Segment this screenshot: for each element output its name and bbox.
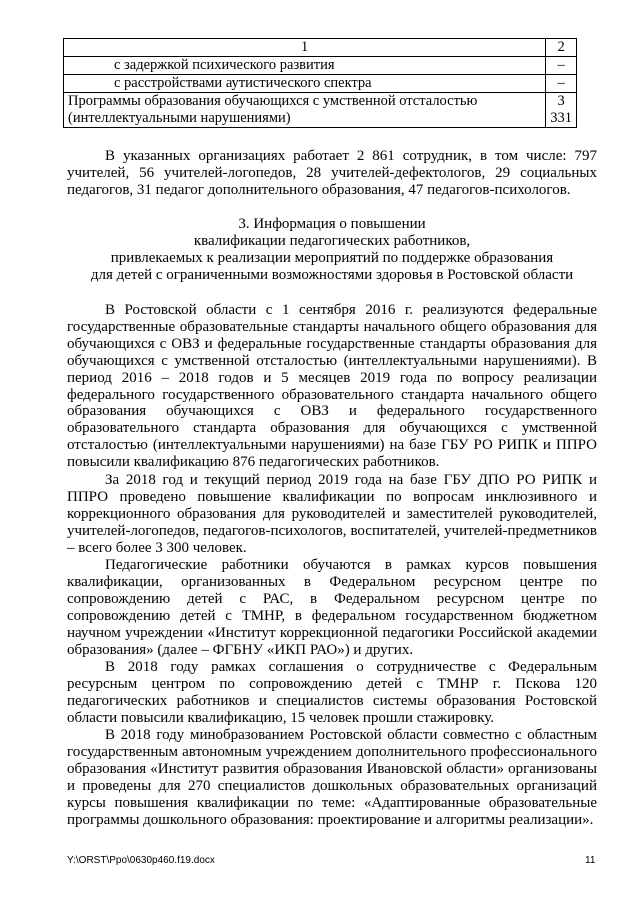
table-row xyxy=(64,75,577,93)
body-paragraph: В Ростовской области с 1 сентября 2016 г. реализуются федеральные государственные образовательные стандарты начального общего образования для обучающихся с ОВЗ и федеральные государственные стандарты образования для обучающихся с умственной отсталостью (интеллектуальными нарушениями). В период 2016 – 2018 годов и 5 месяцев 2019 года по вопросу реализации федерального государственного образовательного стандарта начального общего образования обучающихся с ОВЗ и федерального государственного образовательного стандарта образования для обучающихся с умственной отсталостью (интеллектуальными нарушениями) на базе ГБУ РО РИПК и ППРО повысили квалификацию 876 педагогических работников. xyxy=(67,302,597,471)
table-cell-label: с расстройствами аутистического спектра xyxy=(64,75,546,93)
footer-page-number: 11 xyxy=(585,855,596,866)
body-paragraph: В 2018 году минобразованием Ростовской области совместно с областным государственным автономным учреждением дополнительного профессионального образования «Институт развития образования Ивановской области» организованы и проведены для 270 специалистов дошкольных образовательных организаций курсы повышения квалификации по теме: «Адаптированные образовательные программы дошкольного образования: проектирование и алгоритмы реализации». xyxy=(67,727,597,828)
table-header-row xyxy=(64,39,577,57)
section-heading-line: для детей с ограниченными возможностями здоровья в Ростовской области xyxy=(90,267,574,283)
section-heading-line: квалификации педагогических работников, xyxy=(193,233,471,249)
table-header-cell: 2 xyxy=(546,39,577,57)
staff-paragraph: В указанных организациях работает 2 861 сотрудник, в том числе: 797 учителей, 56 учителей-логопедов, 28 учителей-дефектологов, 29 социальных педагогов, 31 педагог дополнительного образования, 47 педагогов-психологов. xyxy=(67,148,597,198)
table-cell-value: 3 331 xyxy=(546,93,577,128)
programs-table xyxy=(63,38,577,128)
section-heading-line: 3. Информация о повышении xyxy=(238,216,426,232)
footer-file-path: Y:\ORST\Ppo\0630p460.f19.docx xyxy=(67,855,215,866)
table-cell-label: Программы образования обучающихся с умственной отсталостью (интеллектуальными нарушениями) xyxy=(64,93,546,128)
body-paragraph: За 2018 год и текущий период 2019 года на базе ГБУ ДПО РО РИПК и ППРО проведено повышение квалификации по вопросам инклюзивного и коррекционного образования для руководителей и заместителей руководителей, учителей-логопедов, педагогов-психологов, воспитателей, учителей-предметников – всего более 3 300 человек. xyxy=(67,472,597,556)
body-paragraph: Педагогические работники обучаются в рамках курсов повышения квалификации, организованных в Федеральном ресурсном центре по сопровождению детей с РАС, в Федеральном ресурсном центре по сопровождению детей с ТМНР, в федеральном государственном бюджетном научном учреждении «Институт коррекционной педагогики Российской академии образования» (далее – ФГБНУ «ИКП РАО») и других. xyxy=(67,557,597,658)
table-header-cell: 1 xyxy=(64,39,546,57)
section-heading-line: привлекаемых к реализации мероприятий по поддержке образования xyxy=(110,250,554,266)
table-cell-label: с задержкой психического развития xyxy=(64,57,546,75)
body-paragraph: В 2018 году рамках соглашения о сотрудничестве с Федеральным ресурсным центром по сопровождению детей с ТМНР г. Пскова 120 педагогических работников и специалистов системы образования Ростовской области повысили квалификацию, 15 человек прошли стажировку. xyxy=(67,659,597,726)
table-cell-value: – xyxy=(546,75,577,93)
table-cell-value: – xyxy=(546,57,577,75)
table-row xyxy=(64,93,577,128)
table-row xyxy=(64,57,577,75)
section-heading xyxy=(67,216,597,284)
